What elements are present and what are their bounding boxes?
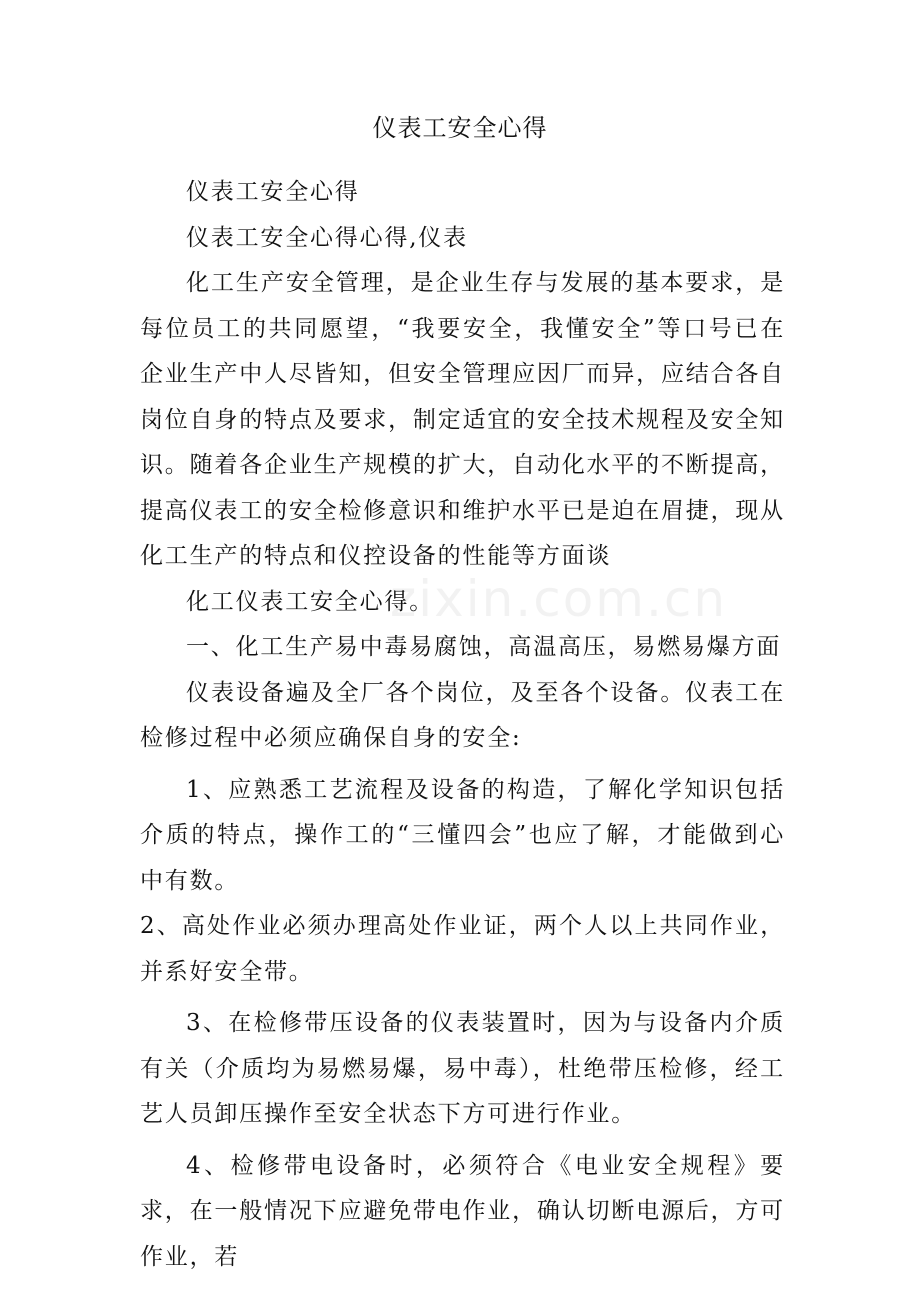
paragraph: 仪表设备遍及全厂各个岗位，及至各个设备。仪表工在检修过程中必须应确保自身的安全: bbox=[140, 679, 785, 751]
document-title: 仪表工安全心得 bbox=[372, 114, 548, 142]
list-item: 2、高处作业必须办理高处作业证，两个人以上共同作业，并系好安全带。 bbox=[140, 913, 785, 985]
list-item: 4、检修带电设备时，必须符合《电业安全规程》要求，在一般情况下应避免带电作业，确认切断电源后，方可作业，若 bbox=[140, 1152, 785, 1270]
paragraph: 化工仪表工安全心得。 bbox=[186, 588, 434, 615]
section-heading: 一、化工生产易中毒易腐蚀，高温高压，易燃易爆方面 bbox=[186, 634, 782, 660]
paragraph: 仪表工安全心得 bbox=[186, 179, 360, 205]
paragraph: 仪表工安全心得心得,仪表 bbox=[186, 224, 468, 251]
list-item: 1、应熟悉工艺流程及设备的构造，了解化学知识包括介质的特点，操作工的“三懂四会”也应了解，才能做到心中有数。 bbox=[140, 776, 785, 894]
watermark: zixin.com.cn bbox=[390, 570, 728, 628]
list-item: 3、在检修带压设备的仪表装置时，因为与设备内介质有关（介质均为易燃易爆，易中毒），杜绝带压检修，经工艺人员卸压操作至安全状态下方可进行作业。 bbox=[140, 1010, 785, 1127]
paragraph: 化工生产安全管理，是企业生存与发展的基本要求，是每位员工的共同愿望，“我要安全，我懂安全”等口号已在企业生产中人尽皆知，但安全管理应因厂而异，应结合各自岗位自身的特点及要求，制定适宜的安全技术规程及安全知识。随着各企业生产规模的扩大，自动化水平的不断提高，提高仪表工的安全检修意识和维护水平已是迫在眉捷，现从化工生产的特点和仪控设备的性能等方面谈 bbox=[140, 270, 785, 569]
document-body bbox=[140, 170, 785, 1280]
